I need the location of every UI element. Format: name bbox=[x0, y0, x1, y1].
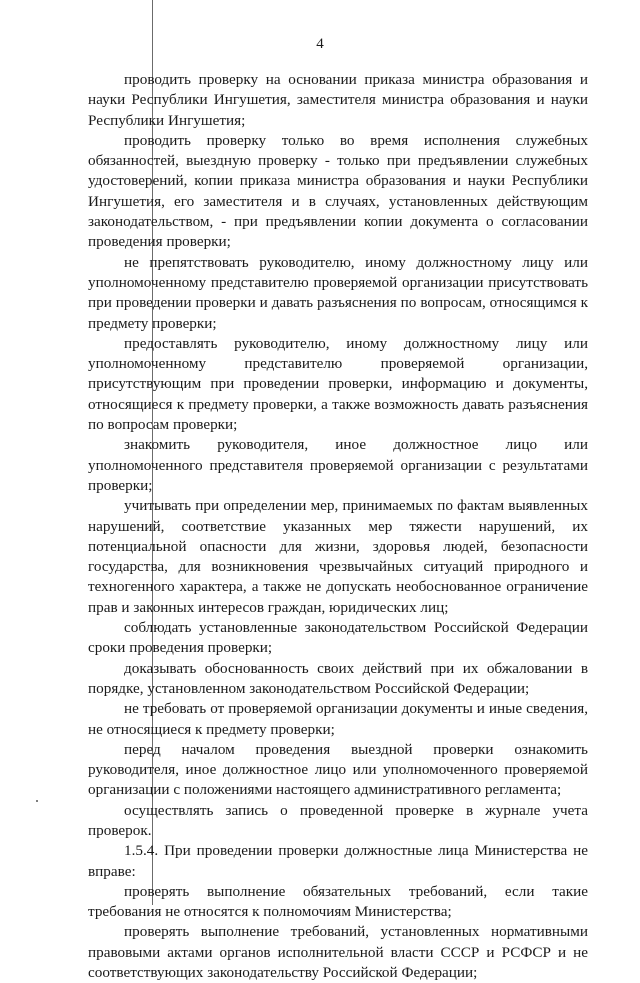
scan-speck bbox=[36, 800, 38, 802]
paragraph: проводить проверку только во время исполнения служебных обязанностей, выездную проверку - только при предъявлении служебных удостоверений, копии приказа министра образования и науки Республики Ингушетия, его заместителя и в случаях, установленных действующим законодательством, - при предъявлении копии документа о согласовании проведения проверки; bbox=[88, 131, 588, 251]
paragraph: проводить проверку на основании приказа министра образования и науки Республики Ингушетия, заместителя министра образования и науки Республики Ингушетия; bbox=[88, 71, 588, 129]
paragraph: доказывать обоснованность своих действий при их обжаловании в порядке, установленном законодательством Российской Федерации; bbox=[88, 659, 588, 697]
paragraph: предоставлять руководителю, иному должностному лицу или уполномоченному представителю проверяемой организации, присутствующим при проведении проверки, информацию и документы, относящиеся к предмету проверки, а также возможность давать разъяснения по вопросам проверки; bbox=[88, 334, 588, 434]
paragraph: проверять выполнение требований, установленных нормативными правовыми актами органов исполнительной власти СССР и РСФСР и не соответствующих законодательству Российской Федерации; bbox=[88, 923, 588, 982]
paragraph: не препятствовать руководителю, иному должностному лицу или уполномоченному представителю проверяемой организации присутствовать при проведении проверки и давать разъяснения по вопросам, относящимся к предмету проверки; bbox=[88, 253, 588, 332]
paragraph: осуществлять запись о проведенной проверке в журнале учета проверок. bbox=[88, 801, 588, 839]
paragraph: соблюдать установленные законодательством Российской Федерации сроки проведения проверки; bbox=[88, 619, 588, 657]
paragraph: учитывать при определении мер, принимаемых по фактам выявленных нарушений, соответствие указанных мер тяжести нарушений, их потенциальной опасности для жизни, здоровья людей, безопасности государства, для возникновения чрезвычайных ситуаций природного и техногенного характера, а также не допускать необоснованное ограничение прав и законных интересов граждан, юридических лиц; bbox=[88, 497, 588, 616]
paragraph: проверять выполнение обязательных требований, если такие требования не относятся к полномочиям Министерства; bbox=[88, 882, 588, 921]
document-body bbox=[88, 70, 588, 983]
paragraph: не требовать от проверяемой организации документы и иные сведения, не относящиеся к предмету проверки; bbox=[88, 700, 588, 738]
page-number: 4 bbox=[316, 36, 324, 52]
paragraph: 1.5.4. При проведении проверки должностные лица Министерства не вправе: bbox=[88, 842, 588, 880]
paragraph: перед началом проведения выездной проверки ознакомить руководителя, иное должностное лицо или уполномоченного проверяемой организации с положениями настоящего административного регламента; bbox=[88, 740, 588, 799]
paragraph: знакомить руководителя, иное должностное лицо или уполномоченного представителя проверяемой организации с результатами проверки; bbox=[88, 436, 588, 494]
